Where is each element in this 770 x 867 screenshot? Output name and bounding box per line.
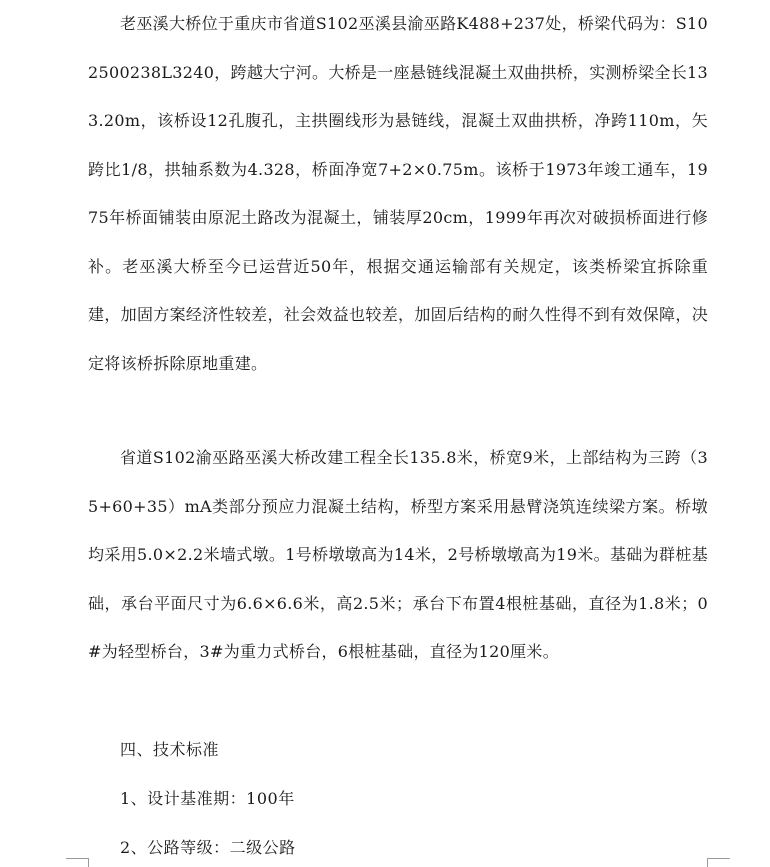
- list-item: 1、设计基准期：100年: [120, 789, 295, 808]
- bridge-history-paragraph: 老巫溪大桥位于重庆市省道S102巫溪县渝巫路K488+237处，桥梁代码为：S102500238L3240，跨越大宁河。大桥是一座悬链线混凝土双曲拱桥，实测桥梁全长133.20m，该桥设12孔腹孔，主拱圈线形为悬链线，混凝土双曲拱桥，净跨110m，矢跨比1/8，拱轴系数为4.328，桥面净宽7+2×0.75m。该桥于1973年竣工通车，1975年桥面铺装由原泥土路改为混凝土，铺装厚20cm，1999年再次对破损桥面进行修补。老巫溪大桥至今已运营近50年，根据交通运输部有关规定，该类桥梁宜拆除重建，加固方案经济性较差，社会效益也较差，加固后结构的耐久性得不到有效保障，决定将该桥拆除原地重建。: [88, 14, 708, 373]
- list-item: 2、公路等级：二级公路: [120, 838, 296, 857]
- section-heading-technical-standards: 四、技术标准: [120, 740, 220, 759]
- reconstruction-project-paragraph: 省道S102渝巫路巫溪大桥改建工程全长135.8米，桥宽9米，上部结构为三跨（35+60+35）mA类部分预应力混凝土结构，桥型方案采用悬臂浇筑连续梁方案。桥墩均采用5.0×2.2米墙式墩。1号桥墩墩高为14米，2号桥墩墩高为19米。基础为群桩基础，承台平面尺寸为6.6×6.6米，高2.5米；承台下布置4根桩基础，直径为1.8米；0#为轻型桥台，3#为重力式桥台，6根桩基础，直径为120厘米。: [88, 448, 708, 661]
